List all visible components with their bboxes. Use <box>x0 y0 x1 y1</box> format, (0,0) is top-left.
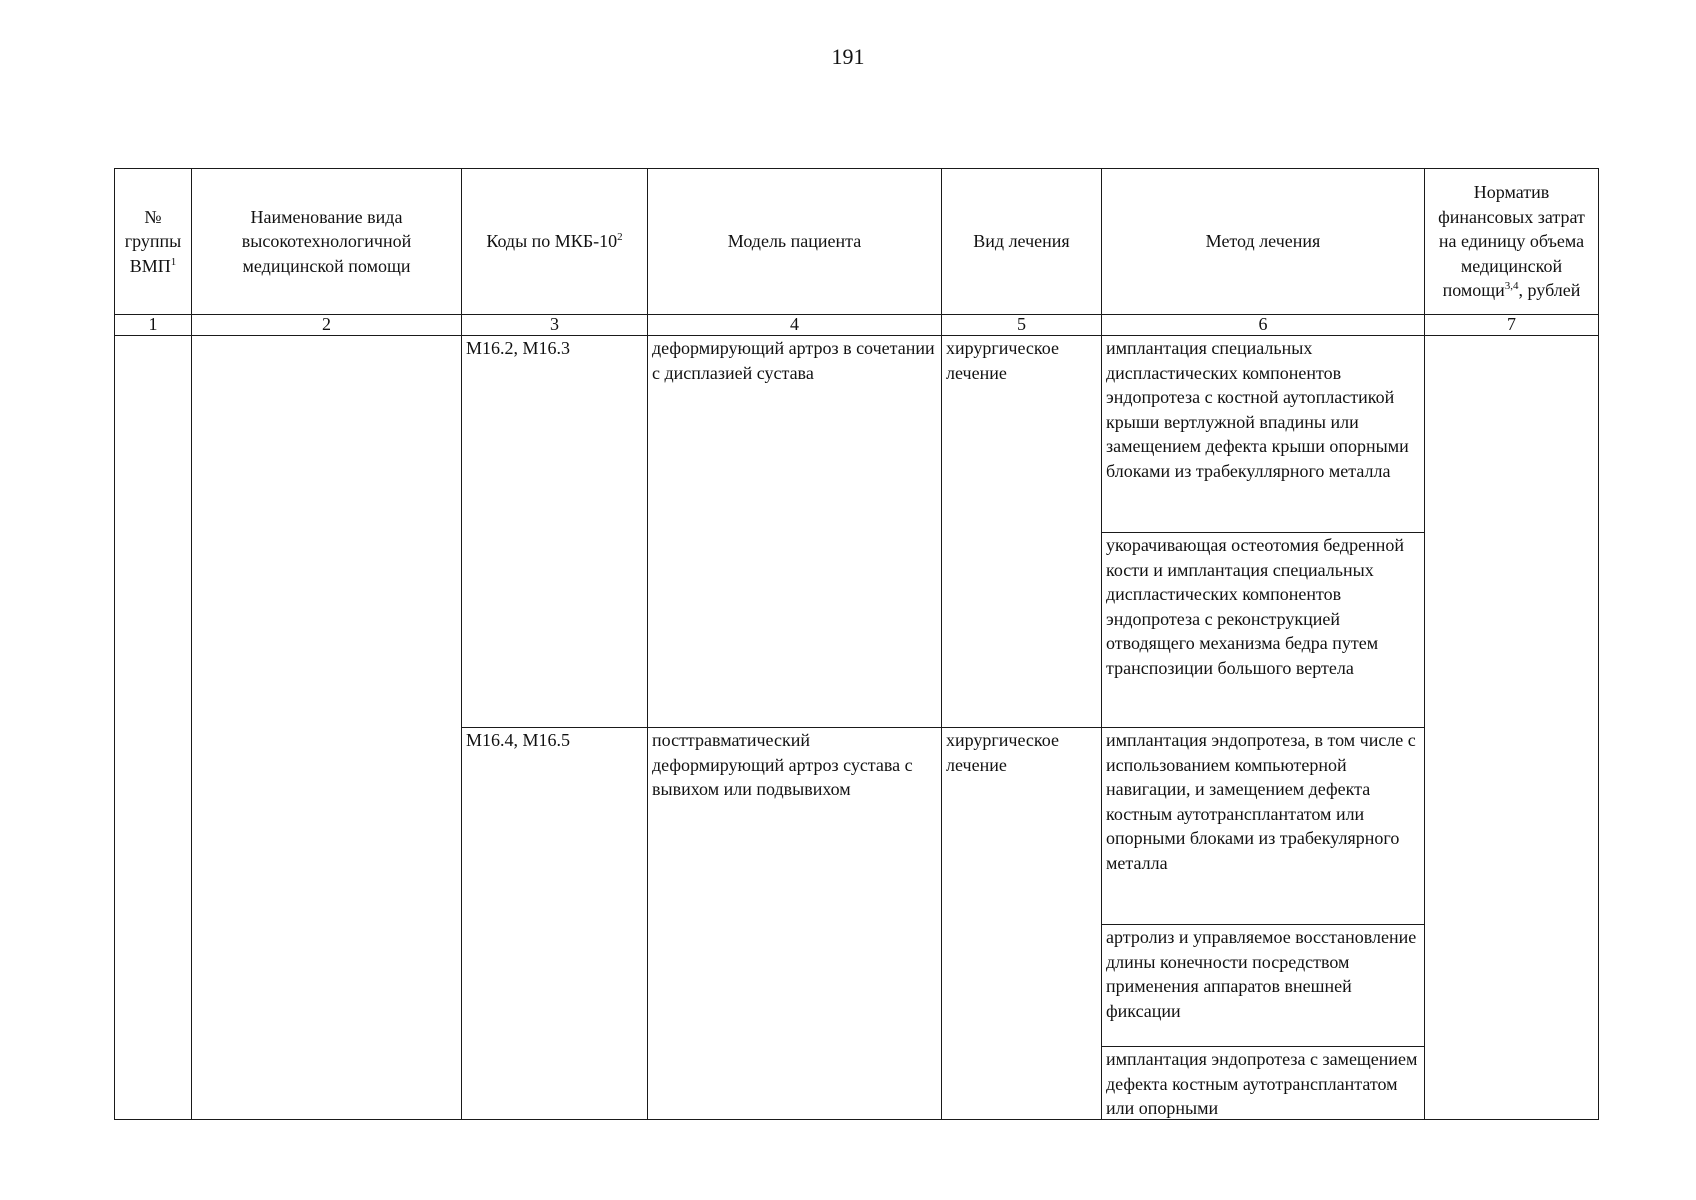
footnote-mark: 3,4 <box>1504 280 1519 293</box>
vmp-table <box>114 168 1599 1120</box>
icd-codes-cell: M16.4, M16.5 <box>462 728 648 1120</box>
treatment-method-text: имплантация эндопротеза с замещением дефекта костным аутотрансплантатом или опорными <box>1106 1049 1418 1118</box>
treatment-method-text: имплантация специальных диспластических компонентов эндопротеза с костной аутопластикой крыши вертлужной впадины или замещением дефекта крыши опорными блоками из трабекуллярного металла <box>1106 338 1409 481</box>
table-row <box>115 336 1599 533</box>
header-care-type-name: Наименование вида высокотехнологичной медицинской помощи <box>192 169 462 315</box>
patient-model-cell: посттравматический деформирующий артроз сустава с вывихом или подвывихом <box>648 728 942 1120</box>
table-header-row <box>115 169 1599 315</box>
page-number: 191 <box>831 44 865 69</box>
group-number-cell <box>115 336 192 1120</box>
treatment-method-cell <box>1102 925 1425 1047</box>
column-number: 2 <box>192 315 462 336</box>
header-group-number-text: № группы ВМП <box>124 206 182 276</box>
header-patient-model: Модель пациента <box>648 169 942 315</box>
cost-standard-cell <box>1425 336 1599 1120</box>
header-treatment-method: Метод лечения <box>1102 169 1425 315</box>
column-number: 5 <box>942 315 1102 336</box>
header-group-number <box>115 169 192 315</box>
treatment-method-cell <box>1102 533 1425 728</box>
treatment-method-text: имплантация эндопротеза, в том числе с использованием компьютерной навигации, и замещением дефекта костным аутотрансплантатом или опорными блоками из трабекулярного металла <box>1106 730 1416 873</box>
treatment-type-cell: хирургическое лечение <box>942 728 1102 1120</box>
header-cost-standard-unit: , рублей <box>1518 280 1581 301</box>
header-cost-standard-text: Норматив финансовых затрат на единицу объема медицинской помощи <box>1438 182 1585 301</box>
care-type-name-cell <box>192 336 462 1120</box>
header-icd-codes-text: Коды по МКБ-10 <box>486 231 618 252</box>
header-treatment-type: Вид лечения <box>942 169 1102 315</box>
treatment-method-cell <box>1102 728 1425 925</box>
treatment-method-text: артролиз и управляемое восстановление длины конечности посредством применения аппаратов внешней фиксации <box>1106 927 1417 1021</box>
icd-codes-cell: M16.2, M16.3 <box>462 336 648 728</box>
footnote-mark: 2 <box>617 231 623 244</box>
treatment-method-cell <box>1102 1047 1425 1120</box>
header-cost-standard <box>1425 169 1599 315</box>
column-number: 1 <box>115 315 192 336</box>
column-number-row <box>115 315 1599 336</box>
treatment-method-cell <box>1102 336 1425 533</box>
header-icd-codes <box>462 169 648 315</box>
treatment-type-cell: хирургическое лечение <box>942 336 1102 728</box>
footnote-mark: 1 <box>170 255 177 268</box>
column-number: 6 <box>1102 315 1425 336</box>
treatment-method-text: укорачивающая остеотомия бедренной кости и имплантация специальных диспластических компонентов эндопротеза с реконструкцией отводящего механизма бедра путем транспозиции большого вертела <box>1106 535 1404 678</box>
patient-model-cell: деформирующий артроз в сочетании с дисплазией сустава <box>648 336 942 728</box>
column-number: 7 <box>1425 315 1599 336</box>
column-number: 3 <box>462 315 648 336</box>
column-number: 4 <box>648 315 942 336</box>
